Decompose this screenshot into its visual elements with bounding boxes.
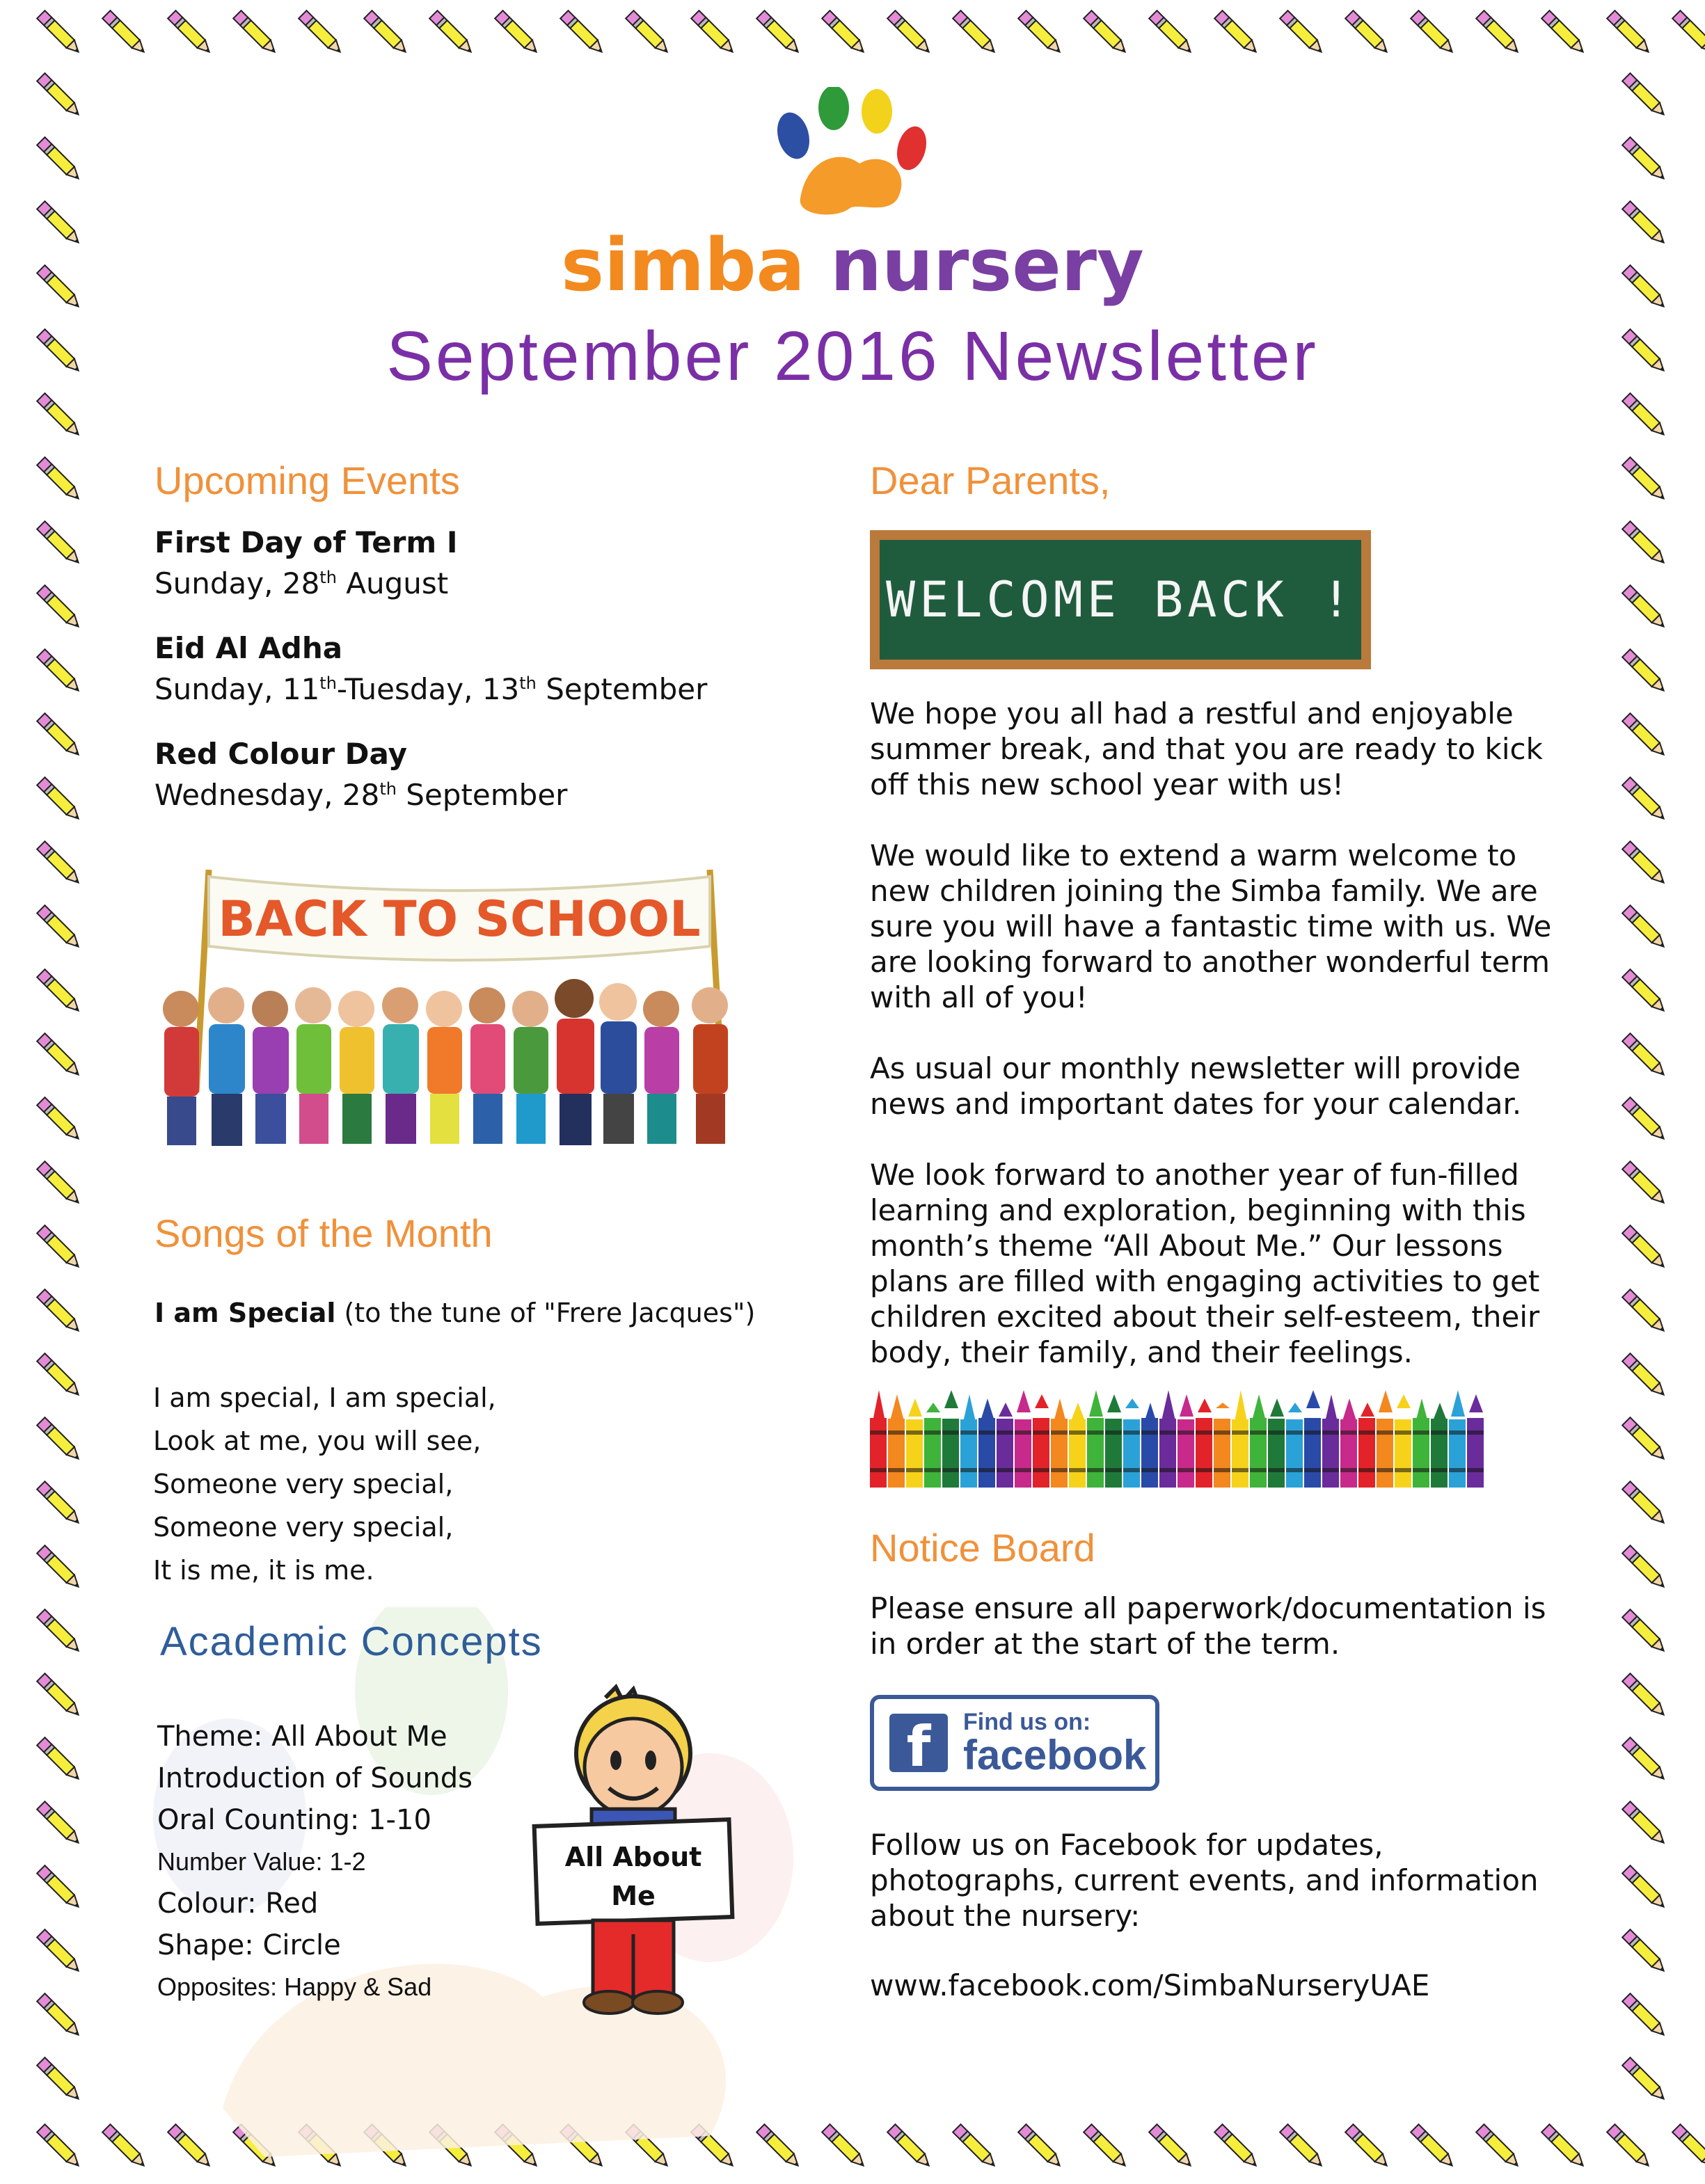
pencil-icon [224, 1, 287, 64]
letter-body [870, 696, 1566, 1370]
pencil-icon [1532, 2115, 1595, 2178]
pencil-icon [28, 1280, 90, 1343]
event-item [154, 631, 781, 737]
pencil-icon [1140, 1, 1203, 64]
pencil-icon [93, 1, 156, 64]
song-line: I am special, I am special, [153, 1382, 496, 1413]
welcome-back-chalkboard: WELCOME BACK ! [870, 530, 1371, 669]
pencil-icon [28, 960, 90, 1023]
crayon-icon [1358, 1403, 1375, 1488]
crayon-icon [1304, 1390, 1321, 1488]
pencil-icon [28, 1920, 90, 1983]
pencil-icon [28, 1408, 90, 1471]
song-title: I am Special [154, 1298, 336, 1328]
pencil-icon [1402, 2115, 1464, 2178]
crayon-icon [1069, 1403, 1086, 1488]
pencil-icon [1613, 64, 1676, 127]
pencil-icon [1271, 2115, 1333, 2178]
pencil-icon [682, 1, 745, 64]
pencil-icon [1613, 2048, 1676, 2111]
crayon-icon [1340, 1398, 1357, 1488]
crayon-icon [870, 1390, 887, 1488]
pencil-icon [28, 448, 90, 511]
pencil-icon [28, 512, 90, 575]
pencil-icon [28, 1856, 90, 1919]
pencil-icon [1613, 1728, 1676, 1791]
event-date: Sunday, 11th-Tuesday, 13th September [154, 672, 708, 706]
paw-logo-icon [772, 87, 933, 219]
pencil-icon [1009, 1, 1072, 64]
dear-parents-heading: Dear Parents, [870, 459, 1111, 502]
pencil-icon [28, 1088, 90, 1151]
event-title: First Day of Term I [154, 525, 458, 559]
song-line: It is me, it is me. [153, 1555, 374, 1586]
crayon-icon [1196, 1398, 1212, 1488]
pencil-icon [1613, 1664, 1676, 1727]
pencil-icon [1613, 960, 1676, 1023]
crayon-icon [1015, 1390, 1031, 1488]
crayon-icon [1214, 1403, 1230, 1488]
pencil-icon [813, 2115, 875, 2178]
song-line: Someone very special, [153, 1469, 454, 1499]
event-title: Red Colour Day [154, 737, 407, 771]
letter-paragraph: As usual our monthly newsletter will provide news and important dates for your calendar. [870, 1051, 1522, 1121]
crayon-icon [1395, 1394, 1411, 1488]
children-group [163, 979, 728, 1146]
pencil-icon [1598, 1, 1660, 64]
crayons-illustration [869, 1385, 1503, 1488]
pencil-icon [1613, 1408, 1676, 1471]
pencil-icon [1613, 512, 1676, 575]
crayon-icon [1033, 1394, 1049, 1488]
pencil-icon [28, 1600, 90, 1663]
academic-item: Shape: Circle [157, 1929, 341, 1961]
song-lyrics [153, 1376, 779, 1592]
pencil-icon [28, 1536, 90, 1599]
pencil-icon [1613, 1600, 1676, 1663]
academic-item: Oral Counting: 1-10 [157, 1804, 431, 1836]
pencil-icon [747, 1, 810, 64]
crayon-icon [1051, 1398, 1068, 1488]
event-title: Eid Al Adha [154, 631, 343, 665]
crayon-icon [997, 1403, 1013, 1488]
crayon-icon [906, 1398, 923, 1488]
pencil-icon [1467, 2115, 1530, 2178]
academic-item: Theme: All About Me [157, 1721, 447, 1753]
pencil-icon [1074, 2115, 1137, 2178]
pencil-icon [159, 1, 221, 64]
pencil-icon [1336, 1, 1399, 64]
pencil-icon [1613, 128, 1676, 191]
pencil-icon [28, 1472, 90, 1535]
pencil-icon [1074, 1, 1137, 64]
pencil-row [28, 1, 1705, 64]
pencil-icon [617, 1, 679, 64]
pencil-icon [28, 1792, 90, 1855]
event-item [154, 737, 781, 813]
crayon-icon [1159, 1390, 1176, 1488]
crayon-icon [1268, 1398, 1285, 1488]
pencil-icon [1613, 832, 1676, 895]
pencil-icon [1205, 1, 1268, 64]
pencil-icon [1140, 2115, 1203, 2178]
pencil-icon [1613, 448, 1676, 511]
notice-board-heading: Notice Board [870, 1526, 1095, 1570]
facebook-url-link[interactable]: www.facebook.com/SimbaNurseryUAE [870, 1968, 1430, 2002]
pencil-icon [28, 704, 90, 767]
crayon-icon [1322, 1394, 1339, 1488]
academic-list [157, 1716, 575, 2008]
pencil-icon [28, 832, 90, 895]
sign-text-line2: Me [611, 1881, 656, 1911]
logo-wordmark [0, 223, 1705, 308]
pencil-icon [1205, 2115, 1268, 2178]
pencil-icon [1613, 1792, 1676, 1855]
song-title-line [154, 1296, 836, 1331]
sign-text-line1: All About [564, 1842, 702, 1872]
pencil-icon [1336, 2115, 1399, 2178]
event-list [154, 525, 781, 813]
academic-item: Number Value: 1-2 [157, 1847, 366, 1876]
crayon-icon [1123, 1398, 1140, 1488]
pencil-icon [28, 1024, 90, 1087]
letter-paragraph: We hope you all had a restful and enjoyable summer break, and that you are ready to kick off this new school year with us! [870, 696, 1543, 802]
back-to-school-illustration [160, 863, 786, 1162]
pencil-icon [1613, 640, 1676, 703]
pencil-icon [28, 1984, 90, 2047]
notice-text: Please ensure all paperwork/documentation is in order at the start of the term. [870, 1591, 1546, 1661]
pencil-icon [1009, 2115, 1072, 2178]
pencil-icon [1613, 1920, 1676, 1983]
pencil-icon [1613, 1152, 1676, 1215]
pencil-icon [1613, 1472, 1676, 1535]
pencil-icon [551, 1, 614, 64]
pencil-icon [1613, 704, 1676, 767]
pencil-icon [1613, 1088, 1676, 1151]
song-tune: (to the tune of "Frere Jacques") [335, 1298, 756, 1328]
pencil-icon [1613, 896, 1676, 959]
pencil-icon [1532, 1, 1595, 64]
facebook-badge-text: Find us on: facebook [963, 1709, 1147, 1778]
pencil-icon [1663, 2115, 1705, 2178]
pencil-icon [1598, 2115, 1660, 2178]
event-date: Sunday, 28th August [154, 566, 449, 600]
pencil-icon [1402, 1, 1464, 64]
crayon-icon [924, 1403, 941, 1488]
pencil-icon [1613, 1280, 1676, 1343]
event-date: Wednesday, 28th September [154, 778, 568, 812]
letter-paragraph: We look forward to another year of fun-filled learning and exploration, beginning with this month’s theme “All About Me.” Our lessons plans are filled with engaging activities to get children excited about their self-esteem, their body, their family, and their feelings. [870, 1158, 1540, 1369]
letter-paragraph: We would like to extend a warm welcome to new children joining the Simba family. We are sure you will have a fantastic time with us. We are looking forward to another wonderful term with all of you! [870, 838, 1552, 1014]
pencil-icon [878, 1, 941, 64]
crayon-icon [1413, 1398, 1429, 1488]
songs-heading: Songs of the Month [154, 1211, 493, 1255]
crayon-icon [1449, 1390, 1466, 1488]
crayon-icon [1087, 1390, 1104, 1488]
crayon-icon [1377, 1390, 1393, 1488]
pencil-icon [1613, 1024, 1676, 1087]
academic-item: Introduction of Sounds [157, 1762, 473, 1794]
logo-word-simba: simba [561, 223, 805, 308]
crayon-icon [1141, 1403, 1158, 1488]
pencil-icon [1613, 1216, 1676, 1279]
pencil-icon [28, 1728, 90, 1791]
page-title: September 2016 Newsletter [386, 317, 1319, 395]
facebook-badge-link[interactable] [870, 1695, 1159, 1791]
follow-text: Follow us on Facebook for updates, photographs, current events, and information about the nursery: [870, 1828, 1539, 1933]
facebook-f-icon: f [889, 1714, 948, 1772]
crayon-icon [888, 1394, 905, 1488]
academic-item: Opposites: Happy & Sad [157, 1972, 432, 2001]
crayon-icon [1177, 1394, 1194, 1488]
pencil-icon [1613, 1344, 1676, 1407]
pencil-icon [878, 2115, 941, 2178]
pencil-icon [28, 768, 90, 831]
crayon-icon [1467, 1394, 1484, 1488]
pencil-icon [28, 2115, 90, 2178]
banner-text: BACK TO SCHOOL [218, 891, 701, 948]
pencil-icon [1613, 768, 1676, 831]
pencil-icon [28, 896, 90, 959]
song-line: Someone very special, [153, 1512, 454, 1543]
pencil-icon [1613, 1536, 1676, 1599]
academic-concepts-heading: Academic Concepts [160, 1619, 543, 1664]
pencil-icon [28, 2048, 90, 2111]
pencil-icon [813, 1, 875, 64]
pencil-icon [28, 64, 90, 127]
pencil-icon [1613, 1984, 1676, 2047]
pencil-icon [944, 1, 1006, 64]
pencil-icon [420, 1, 483, 64]
pencil-icon [28, 1, 90, 64]
crayon-icon [1286, 1403, 1303, 1488]
pencil-icon [28, 576, 90, 639]
crayon-icon [978, 1398, 995, 1488]
pencil-icon [1271, 1, 1333, 64]
logo-word-nursery: nursery [830, 223, 1144, 308]
pencil-icon [28, 1664, 90, 1727]
crayon-icon [1250, 1394, 1267, 1488]
event-item [154, 525, 781, 631]
pencil-icon [355, 1, 418, 64]
upcoming-events-heading: Upcoming Events [154, 459, 460, 502]
pencil-icon [28, 128, 90, 191]
academic-item: Colour: Red [157, 1888, 319, 1920]
crayon-icon [1105, 1394, 1122, 1488]
pencil-icon [1663, 1, 1705, 64]
pencil-icon [1613, 576, 1676, 639]
pencil-icon [486, 1, 548, 64]
pencil-icon [944, 2115, 1006, 2178]
crayon-icon [942, 1390, 959, 1488]
crayon-icon [1431, 1403, 1448, 1488]
crayon-icon [1232, 1390, 1248, 1488]
song-line: Look at me, you will see, [153, 1426, 482, 1456]
pencil-icon [28, 1216, 90, 1279]
pencil-icon [1467, 1, 1530, 64]
pencil-icon [28, 1152, 90, 1215]
pencil-icon [28, 1344, 90, 1407]
pencil-icon [28, 640, 90, 703]
crayon-icon [960, 1394, 977, 1488]
pencil-icon [290, 1, 352, 64]
pencil-icon [1613, 1856, 1676, 1919]
all-about-me-boy-illustration [529, 1684, 745, 2018]
